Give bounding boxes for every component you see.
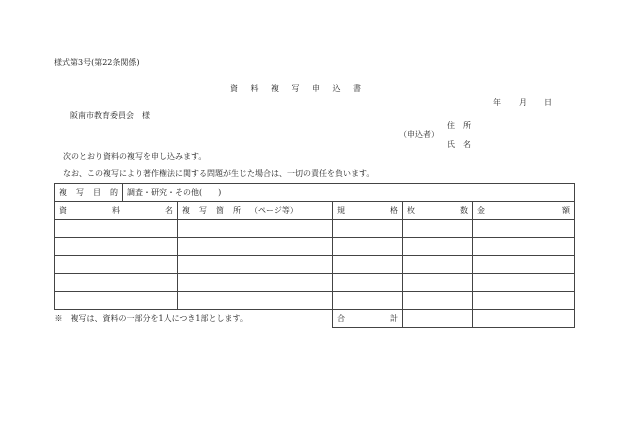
total-label: 合計: [333, 310, 403, 328]
applicant-label: （申込者）: [399, 130, 439, 139]
cell-document-name[interactable]: [55, 238, 178, 256]
purpose-row: [55, 184, 575, 202]
cell-format[interactable]: [333, 220, 403, 238]
body-text-line-1: 次のとおり資料の複写を申し込みます。: [63, 152, 207, 161]
cell-copy-location[interactable]: [178, 238, 333, 256]
cell-amount[interactable]: [473, 292, 575, 310]
cell-format[interactable]: [333, 238, 403, 256]
purpose-label: 複写目的: [55, 184, 123, 202]
purpose-options: 調査・研究・その他( ): [123, 184, 575, 202]
cell-format[interactable]: [333, 256, 403, 274]
total-row: [55, 310, 575, 328]
header-copy-location-label: 複写箇所: [182, 206, 250, 215]
cell-total-amount[interactable]: [473, 310, 575, 328]
table-row: [55, 238, 575, 256]
table-row: [55, 292, 575, 310]
cell-document-name[interactable]: [55, 292, 178, 310]
cell-format[interactable]: [333, 292, 403, 310]
cell-copy-location[interactable]: [178, 220, 333, 238]
cell-count[interactable]: [403, 274, 473, 292]
addressee: 阪南市教育委員会 様: [70, 111, 150, 120]
table-row: [55, 274, 575, 292]
applicant-name-label: 氏名: [447, 140, 479, 149]
cell-amount[interactable]: [473, 238, 575, 256]
header-document-name: 資料名: [55, 202, 178, 220]
cell-document-name[interactable]: [55, 220, 178, 238]
cell-count[interactable]: [403, 220, 473, 238]
copy-limit-note: ※ 複写は、資料の一部分を1人につき1部とします。: [55, 310, 333, 328]
cell-amount[interactable]: [473, 220, 575, 238]
cell-copy-location[interactable]: [178, 256, 333, 274]
form-number: 様式第3号(第22条関係): [54, 58, 140, 67]
body-text-line-2: なお、この複写により著作権法に関する問題が生じた場合は、一切の責任を負います。: [63, 169, 375, 178]
cell-amount[interactable]: [473, 274, 575, 292]
header-amount: 金額: [473, 202, 575, 220]
date-day-label: 日: [544, 98, 552, 107]
application-table: [54, 183, 575, 328]
cell-count[interactable]: [403, 292, 473, 310]
date-month-label: 月: [519, 98, 527, 107]
cell-total-count[interactable]: [403, 310, 473, 328]
cell-copy-location[interactable]: [178, 274, 333, 292]
cell-amount[interactable]: [473, 256, 575, 274]
header-count: 枚数: [403, 202, 473, 220]
cell-document-name[interactable]: [55, 274, 178, 292]
header-copy-location: [178, 202, 333, 220]
cell-copy-location[interactable]: [178, 292, 333, 310]
table-row: [55, 256, 575, 274]
cell-count[interactable]: [403, 256, 473, 274]
table-row: [55, 220, 575, 238]
cell-format[interactable]: [333, 274, 403, 292]
header-row: [55, 202, 575, 220]
date-year-label: 年: [493, 98, 501, 107]
applicant-address-label: 住所: [447, 121, 479, 130]
header-copy-location-note: （ページ等）: [250, 206, 298, 215]
header-format: 規格: [333, 202, 403, 220]
cell-document-name[interactable]: [55, 256, 178, 274]
document-title: 資料複写申込書: [230, 84, 374, 93]
cell-count[interactable]: [403, 238, 473, 256]
